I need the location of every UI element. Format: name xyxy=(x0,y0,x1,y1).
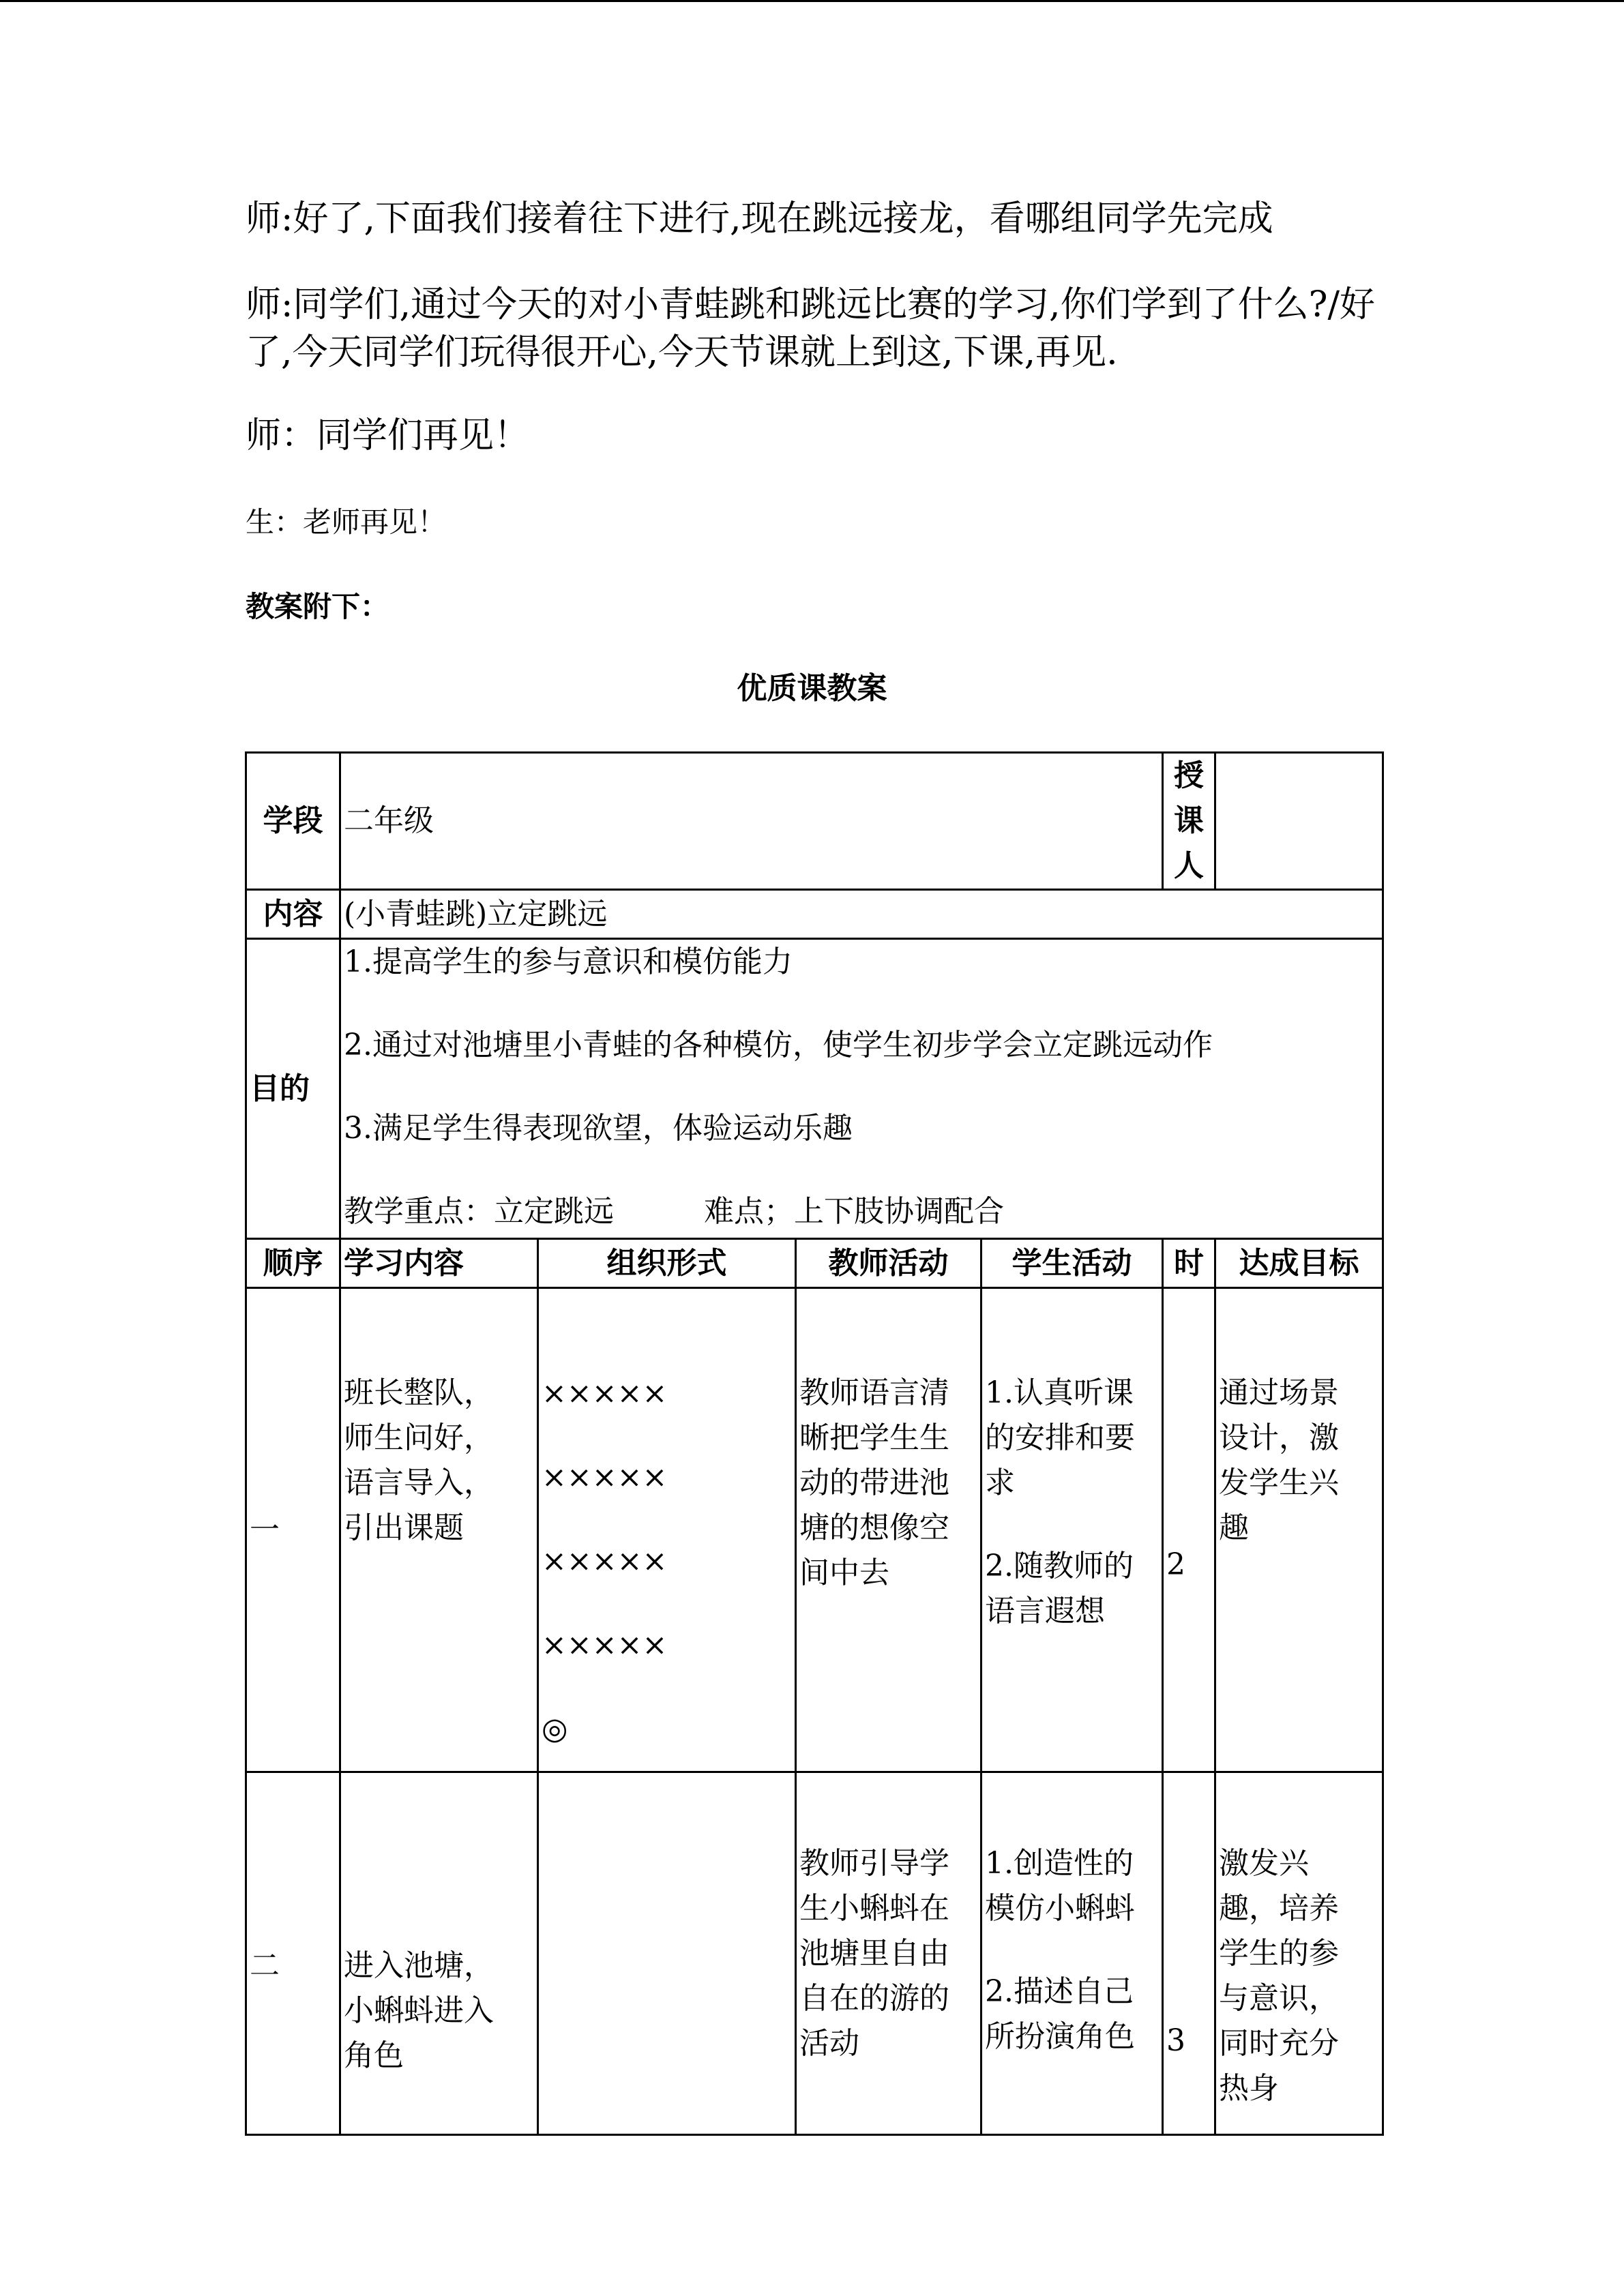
lesson-plan-table xyxy=(245,751,1384,2136)
row-1-time: 2 xyxy=(1163,1288,1215,1772)
row-1-student-line: 1.认真听课 xyxy=(985,1375,1134,1410)
row-2-goal-line: 学生的参 xyxy=(1219,1936,1339,1971)
row-1-student-line: 的安排和要 xyxy=(985,1420,1135,1455)
row-2-content-line: 进入池塘， xyxy=(344,1948,494,1983)
goal-line-1: 1.提高学生的参与意识和模仿能力 xyxy=(344,944,793,979)
row-2-student-line: 2.描述自己 xyxy=(985,1974,1134,2009)
teacher-label-text: 授课人 xyxy=(1174,758,1204,883)
paragraph-attachment-heading: 教案附下： xyxy=(246,590,389,623)
row-1-content-line: 语言导入， xyxy=(344,1465,494,1500)
table-row xyxy=(246,1772,1383,2135)
row-2-time: 3 xyxy=(1163,1772,1215,2135)
goal-line-4: 教学重点：立定跳远 难点；上下肢协调配合 xyxy=(344,1194,1004,1229)
row-2-content xyxy=(340,1772,538,2135)
row-1-teacher-line: 教师语言清 xyxy=(799,1375,949,1410)
formation-line: ◎ xyxy=(542,1712,568,1746)
row-1-content xyxy=(340,1288,538,1772)
header-learning-content: 学习内容 xyxy=(340,1239,538,1288)
goal-line-2: 2.通过对池塘里小青蛙的各种模仿，使学生初步学会立定跳远动作 xyxy=(344,1028,1213,1062)
stage-value: 二年级 xyxy=(340,753,1163,890)
lesson-plan-title: 优质课教案 xyxy=(737,671,887,706)
content-label: 内容 xyxy=(246,890,340,939)
header-student-activity: 学生活动 xyxy=(981,1239,1163,1288)
paragraph-teacher-goodbye: 师：同学们再见！ xyxy=(246,415,530,456)
row-2-teacher-line: 教师引导学 xyxy=(799,1846,949,1881)
row-2-student-line: 所扮演角色 xyxy=(985,2019,1135,2054)
row-1-formation xyxy=(538,1288,796,1772)
header-order: 顺序 xyxy=(246,1239,340,1288)
row-1-teacher-line: 晰把学生生 xyxy=(799,1420,949,1455)
row-2-goal-line: 激发兴 xyxy=(1219,1846,1309,1881)
row-2-teacher-line: 池塘里自由 xyxy=(799,1936,949,1971)
goal-line-3: 3.满足学生得表现欲望，体验运动乐趣 xyxy=(344,1111,853,1146)
row-1-content-line: 师生问好， xyxy=(344,1420,494,1455)
table-row-stage xyxy=(246,753,1383,890)
row-2-teacher-line: 活动 xyxy=(799,2026,859,2061)
header-teacher-activity: 教师活动 xyxy=(796,1239,981,1288)
row-1-teacher-line: 间中去 xyxy=(799,1555,889,1590)
teacher-label xyxy=(1163,753,1215,890)
row-1-student-line: 语言遐想 xyxy=(985,1594,1105,1628)
row-2-teacher-line: 生小蝌蚪在 xyxy=(799,1891,949,1926)
row-1-teacher-activity xyxy=(796,1288,981,1772)
row-1-goal-line: 发学生兴 xyxy=(1219,1465,1339,1500)
row-2-teacher-activity xyxy=(796,1772,981,2135)
row-1-content-line: 班长整队， xyxy=(344,1375,494,1410)
row-1-content-line: 引出课题 xyxy=(344,1510,464,1545)
table-header-row xyxy=(246,1239,1383,1288)
table-row-goal xyxy=(246,939,1383,1239)
row-2-student-activity xyxy=(981,1772,1163,2135)
stage-label: 学段 xyxy=(246,753,340,890)
row-2-goal xyxy=(1215,1772,1383,2135)
row-2-order: 二 xyxy=(246,1772,340,2135)
content-value: (小青蛙跳)立定跳远 xyxy=(340,890,1383,939)
row-2-student-line: 模仿小蝌蚪 xyxy=(985,1891,1135,1926)
row-1-goal-line: 通过场景 xyxy=(1219,1375,1339,1410)
row-1-teacher-line: 塘的想像空 xyxy=(799,1510,949,1545)
row-2-goal-line: 与意识， xyxy=(1219,1981,1339,2016)
table-row-content xyxy=(246,890,1383,939)
row-2-formation xyxy=(538,1772,796,2135)
teacher-value xyxy=(1215,753,1383,890)
goal-lines xyxy=(340,939,1383,1239)
formation-line: ××××× xyxy=(542,1544,668,1579)
row-2-goal-line: 热身 xyxy=(1219,2071,1279,2106)
header-time: 时 xyxy=(1163,1239,1215,1288)
row-2-content-line: 角色 xyxy=(344,2038,404,2073)
paragraph-teacher-line-1: 师:好了,下面我们接着往下进行,现在跳远接龙，看哪组同学先完成 xyxy=(246,198,1273,239)
formation-line: ××××× xyxy=(542,1628,668,1663)
goal-label: 目的 xyxy=(246,939,340,1239)
formation-line: ××××× xyxy=(542,1376,668,1411)
row-2-goal-line: 趣，培养 xyxy=(1219,1891,1339,1926)
row-1-order: 一 xyxy=(246,1288,340,1772)
row-1-teacher-line: 动的带进池 xyxy=(799,1465,949,1500)
page-top-border xyxy=(0,0,1624,2)
row-2-teacher-line: 自在的游的 xyxy=(799,1981,949,2016)
formation-line: ××××× xyxy=(542,1460,668,1495)
row-2-content-line: 小蝌蚪进入 xyxy=(344,1993,494,2028)
row-1-goal-line: 设计，激 xyxy=(1219,1420,1339,1455)
row-1-goal-line: 趣 xyxy=(1219,1510,1249,1545)
table-row xyxy=(246,1288,1383,1772)
paragraph-student-goodbye: 生：老师再见！ xyxy=(246,505,447,539)
row-2-goal-line: 同时充分 xyxy=(1219,2026,1339,2061)
row-1-student-line: 求 xyxy=(985,1465,1015,1500)
row-1-student-activity xyxy=(981,1288,1163,1772)
paragraph-teacher-line-2: 师:同学们,通过今天的对小青蛙跳和跳远比赛的学习,你们学到了什么?/好了,今天同学们玩得很开心,今天节课就上到这,下课,再见. xyxy=(246,284,1375,373)
header-goal: 达成目标 xyxy=(1215,1239,1383,1288)
row-2-student-line: 1.创造性的 xyxy=(985,1846,1134,1881)
row-1-student-line: 2.随教师的 xyxy=(985,1549,1134,1583)
row-1-goal xyxy=(1215,1288,1383,1772)
header-formation: 组织形式 xyxy=(538,1239,796,1288)
